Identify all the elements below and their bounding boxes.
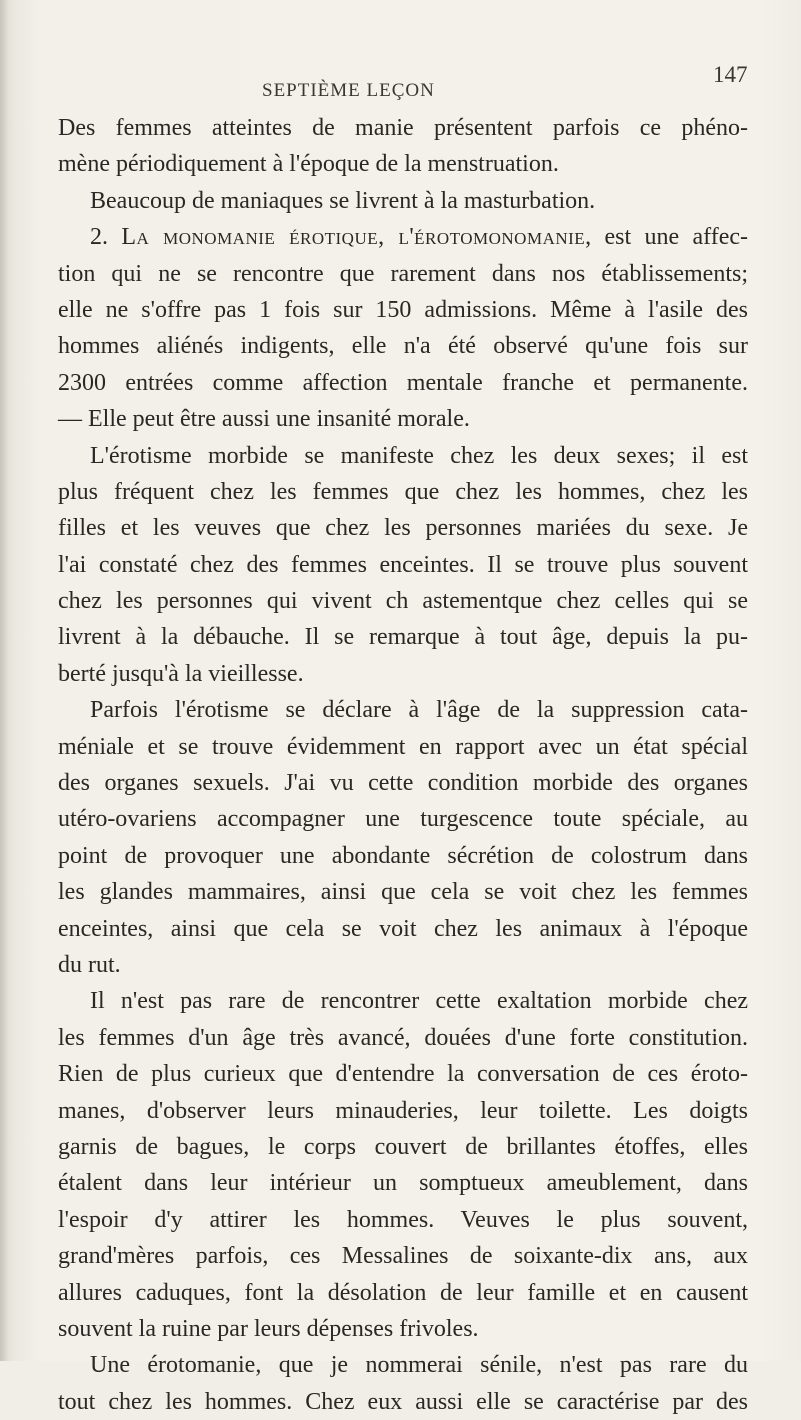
text-line: filles et les veuves que chez les personnes mariées du sexe. Je — [58, 515, 748, 542]
text-line: point de provoquer une abondante sécrétion de colostrum dans — [58, 842, 748, 869]
text-line: l'ai constaté chez des femmes enceintes. Il se trouve plus souvent — [58, 551, 748, 578]
text-line: Des femmes atteintes de manie présentent parfois ce phéno- — [58, 115, 748, 141]
text-line: plus fréquent chez les femmes que chez les hommes, chez les — [58, 478, 748, 505]
text-line: utéro-ovariens accompagner une turgescence toute spéciale, au — [58, 806, 748, 833]
text-line: — Elle peut être aussi une insanité morale. — [58, 406, 470, 433]
text-line: Beaucoup de maniaques se livrent à la masturbation. — [90, 187, 596, 214]
text-line: Une érotomanie, que je nommerai sénile, n'est pas rare du — [90, 1352, 748, 1379]
text-line: Rien de plus curieux que d'entendre la conversation de ces éroto- — [58, 1061, 748, 1088]
text-line: elle ne s'offre pas 1 fois sur 150 admissions. Même à l'asile des — [58, 296, 748, 323]
text-line: mène périodiquement à l'époque de la menstruation. — [58, 151, 559, 178]
body-text — [58, 110, 748, 1420]
text-line: berté jusqu'à la vieillesse. — [58, 660, 304, 687]
text-line: étalent dans leur intérieur un somptueux ameublement, dans — [58, 1170, 748, 1197]
text-line: tion qui ne se rencontre que rarement dans nos établissements; — [58, 260, 748, 287]
text-line: garnis de bagues, le corps couvert de brillantes étoffes, elles — [58, 1133, 748, 1160]
text-line: du rut. — [58, 951, 121, 978]
text-line: méniale et se trouve évidemment en rapport avec un état spécial — [58, 733, 748, 760]
text-line: chez les personnes qui vivent ch astementque chez celles qui se — [58, 588, 748, 615]
text-line: 2. La monomanie érotique, l'érotomonomanie, est une affec- — [90, 224, 749, 251]
text-line: souvent la ruine par leurs dépenses frivoles. — [58, 1315, 479, 1342]
text-line: allures caduques, font la désolation de leur famille et en causent — [58, 1279, 748, 1306]
text-line: tout chez les hommes. Chez eux aussi elle se caractérise par des — [58, 1388, 748, 1415]
text-line: Parfois l'érotisme se déclare à l'âge de la suppression cata- — [90, 697, 748, 724]
text-line: l'espoir d'y attirer les hommes. Veuves le plus souvent, — [58, 1206, 748, 1233]
text-line: hommes aliénés indigents, elle n'a été observé qu'une fois sur — [58, 333, 748, 360]
text-line: manes, d'observer leurs minauderies, leur toilette. Les doigts — [58, 1097, 748, 1124]
text-line: Il n'est pas rare de rencontrer cette exaltation morbide chez — [90, 988, 748, 1015]
text-line: enceintes, ainsi que cela se voit chez les animaux à l'époque — [58, 915, 748, 942]
text-line: des organes sexuels. J'ai vu cette condition morbide des organes — [58, 770, 748, 797]
small-caps-term: La monomanie érotique, l'érotomonomanie — [121, 224, 586, 251]
text-line: 2300 entrées comme affection mentale franche et permanente. — [58, 369, 748, 396]
text-line: L'érotisme morbide se manifeste chez les deux sexes; il est — [90, 442, 748, 469]
text-line: grand'mères parfois, ces Messalines de soixante-dix ans, aux — [58, 1243, 748, 1270]
text-line: les femmes d'un âge très avancé, douées d'une forte constitution. — [58, 1024, 748, 1051]
text-line: les glandes mammaires, ainsi que cela se voit chez les femmes — [58, 879, 748, 906]
page-number: 147 — [713, 62, 748, 87]
binding-shadow — [0, 0, 8, 1361]
text-line: livrent à la débauche. Il se remarque à tout âge, depuis la pu- — [58, 624, 748, 651]
running-head: SEPTIÈME LEÇON — [262, 80, 435, 101]
